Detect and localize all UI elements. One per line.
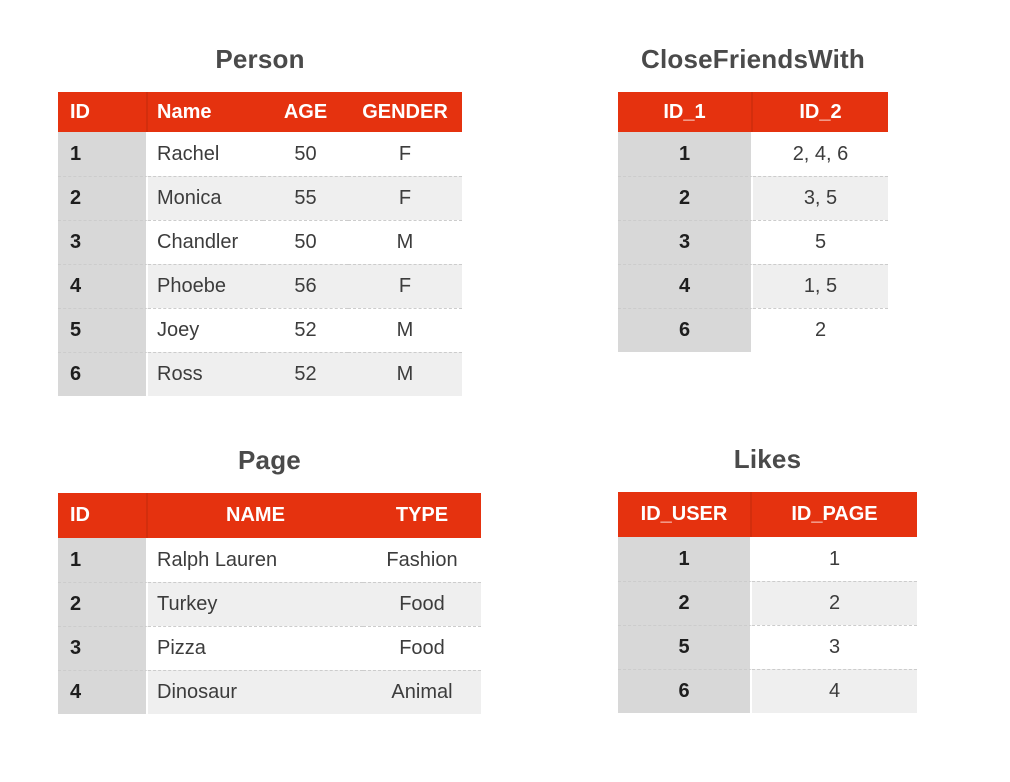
table-cell: 56 bbox=[263, 264, 348, 308]
table-row bbox=[618, 176, 888, 220]
closefriendswith-header-id1: ID_1 bbox=[618, 92, 753, 132]
person-header-age: AGE bbox=[263, 92, 348, 132]
likes-table-title: Likes bbox=[733, 444, 802, 474]
table-cell: 3 bbox=[58, 626, 148, 670]
table-cell: Animal bbox=[363, 670, 481, 714]
table-cell: M bbox=[348, 308, 462, 352]
table-cell: 50 bbox=[263, 132, 348, 176]
closefriendswith-table-title: CloseFriendsWith bbox=[641, 44, 865, 74]
table-cell: 1 bbox=[58, 538, 148, 582]
table-cell: F bbox=[348, 264, 462, 308]
table-cell: 52 bbox=[263, 308, 348, 352]
table-row bbox=[58, 670, 481, 714]
table-cell: Joey bbox=[148, 308, 263, 352]
table-cell: Phoebe bbox=[148, 264, 263, 308]
table-row bbox=[618, 581, 917, 625]
table-row bbox=[618, 669, 917, 713]
table-cell: Ralph Lauren bbox=[148, 538, 363, 582]
table-cell: 3 bbox=[752, 625, 917, 669]
table-cell: 5 bbox=[618, 625, 752, 669]
table-row bbox=[618, 308, 888, 352]
table-cell: Rachel bbox=[148, 132, 263, 176]
table-cell: 2 bbox=[753, 308, 888, 352]
table-cell: F bbox=[348, 176, 462, 220]
likes-table-section bbox=[618, 444, 917, 713]
likes-header-id-user: ID_USER bbox=[618, 492, 752, 537]
table-cell: F bbox=[348, 132, 462, 176]
closefriendswith-table bbox=[618, 92, 888, 352]
page-header-type: TYPE bbox=[363, 493, 481, 538]
table-cell: 50 bbox=[263, 220, 348, 264]
table-cell: 1 bbox=[618, 132, 753, 176]
person-table-title: Person bbox=[215, 44, 305, 74]
table-cell: 6 bbox=[58, 352, 148, 396]
table-cell: 4 bbox=[618, 264, 753, 308]
table-cell: 52 bbox=[263, 352, 348, 396]
table-cell: 1 bbox=[618, 537, 752, 581]
person-header-gender: GENDER bbox=[348, 92, 462, 132]
table-cell: Food bbox=[363, 626, 481, 670]
page-header-id: ID bbox=[58, 493, 148, 538]
table-row bbox=[618, 264, 888, 308]
table-cell: 4 bbox=[58, 670, 148, 714]
table-cell: Ross bbox=[148, 352, 263, 396]
table-cell: 6 bbox=[618, 308, 753, 352]
table-row bbox=[618, 625, 917, 669]
table-cell: Pizza bbox=[148, 626, 363, 670]
likes-table bbox=[618, 492, 917, 713]
likes-header-row bbox=[618, 492, 917, 537]
table-cell: 3 bbox=[618, 220, 753, 264]
table-cell: 2 bbox=[58, 582, 148, 626]
table-cell: 5 bbox=[58, 308, 148, 352]
table-cell: Chandler bbox=[148, 220, 263, 264]
page-header-name: NAME bbox=[148, 493, 363, 538]
closefriendswith-header-id2: ID_2 bbox=[753, 92, 888, 132]
closefriendswith-table-section bbox=[618, 44, 888, 352]
table-row bbox=[58, 308, 462, 352]
table-cell: 2 bbox=[618, 581, 752, 625]
table-cell: Dinosaur bbox=[148, 670, 363, 714]
table-cell: 2 bbox=[752, 581, 917, 625]
page-header-row bbox=[58, 493, 481, 538]
table-row bbox=[58, 582, 481, 626]
table-cell: 4 bbox=[58, 264, 148, 308]
table-row bbox=[58, 132, 462, 176]
table-row bbox=[58, 352, 462, 396]
page-table-title: Page bbox=[238, 445, 301, 475]
table-cell: 2, 4, 6 bbox=[753, 132, 888, 176]
table-cell: 3, 5 bbox=[753, 176, 888, 220]
likes-header-id-page: ID_PAGE bbox=[752, 492, 917, 537]
table-row bbox=[58, 220, 462, 264]
table-cell: 2 bbox=[618, 176, 753, 220]
table-row bbox=[58, 626, 481, 670]
table-cell: 6 bbox=[618, 669, 752, 713]
table-row bbox=[618, 132, 888, 176]
table-cell: Turkey bbox=[148, 582, 363, 626]
table-cell: 1 bbox=[58, 132, 148, 176]
table-row bbox=[58, 264, 462, 308]
table-cell: 1, 5 bbox=[753, 264, 888, 308]
person-header-id: ID bbox=[58, 92, 148, 132]
table-row bbox=[618, 537, 917, 581]
person-header-row bbox=[58, 92, 462, 132]
table-row bbox=[58, 538, 481, 582]
table-cell: Fashion bbox=[363, 538, 481, 582]
page-table bbox=[58, 493, 481, 714]
table-cell: 55 bbox=[263, 176, 348, 220]
page-table-section bbox=[58, 445, 481, 714]
table-cell: 2 bbox=[58, 176, 148, 220]
closefriendswith-header-row bbox=[618, 92, 888, 132]
person-table bbox=[58, 92, 462, 396]
table-cell: 4 bbox=[752, 669, 917, 713]
person-table-section bbox=[58, 44, 462, 396]
table-cell: 1 bbox=[752, 537, 917, 581]
person-header-name: Name bbox=[148, 92, 263, 132]
table-cell: M bbox=[348, 220, 462, 264]
table-cell: Monica bbox=[148, 176, 263, 220]
table-cell: Food bbox=[363, 582, 481, 626]
table-row bbox=[618, 220, 888, 264]
table-cell: 3 bbox=[58, 220, 148, 264]
table-cell: 5 bbox=[753, 220, 888, 264]
table-cell: M bbox=[348, 352, 462, 396]
table-row bbox=[58, 176, 462, 220]
